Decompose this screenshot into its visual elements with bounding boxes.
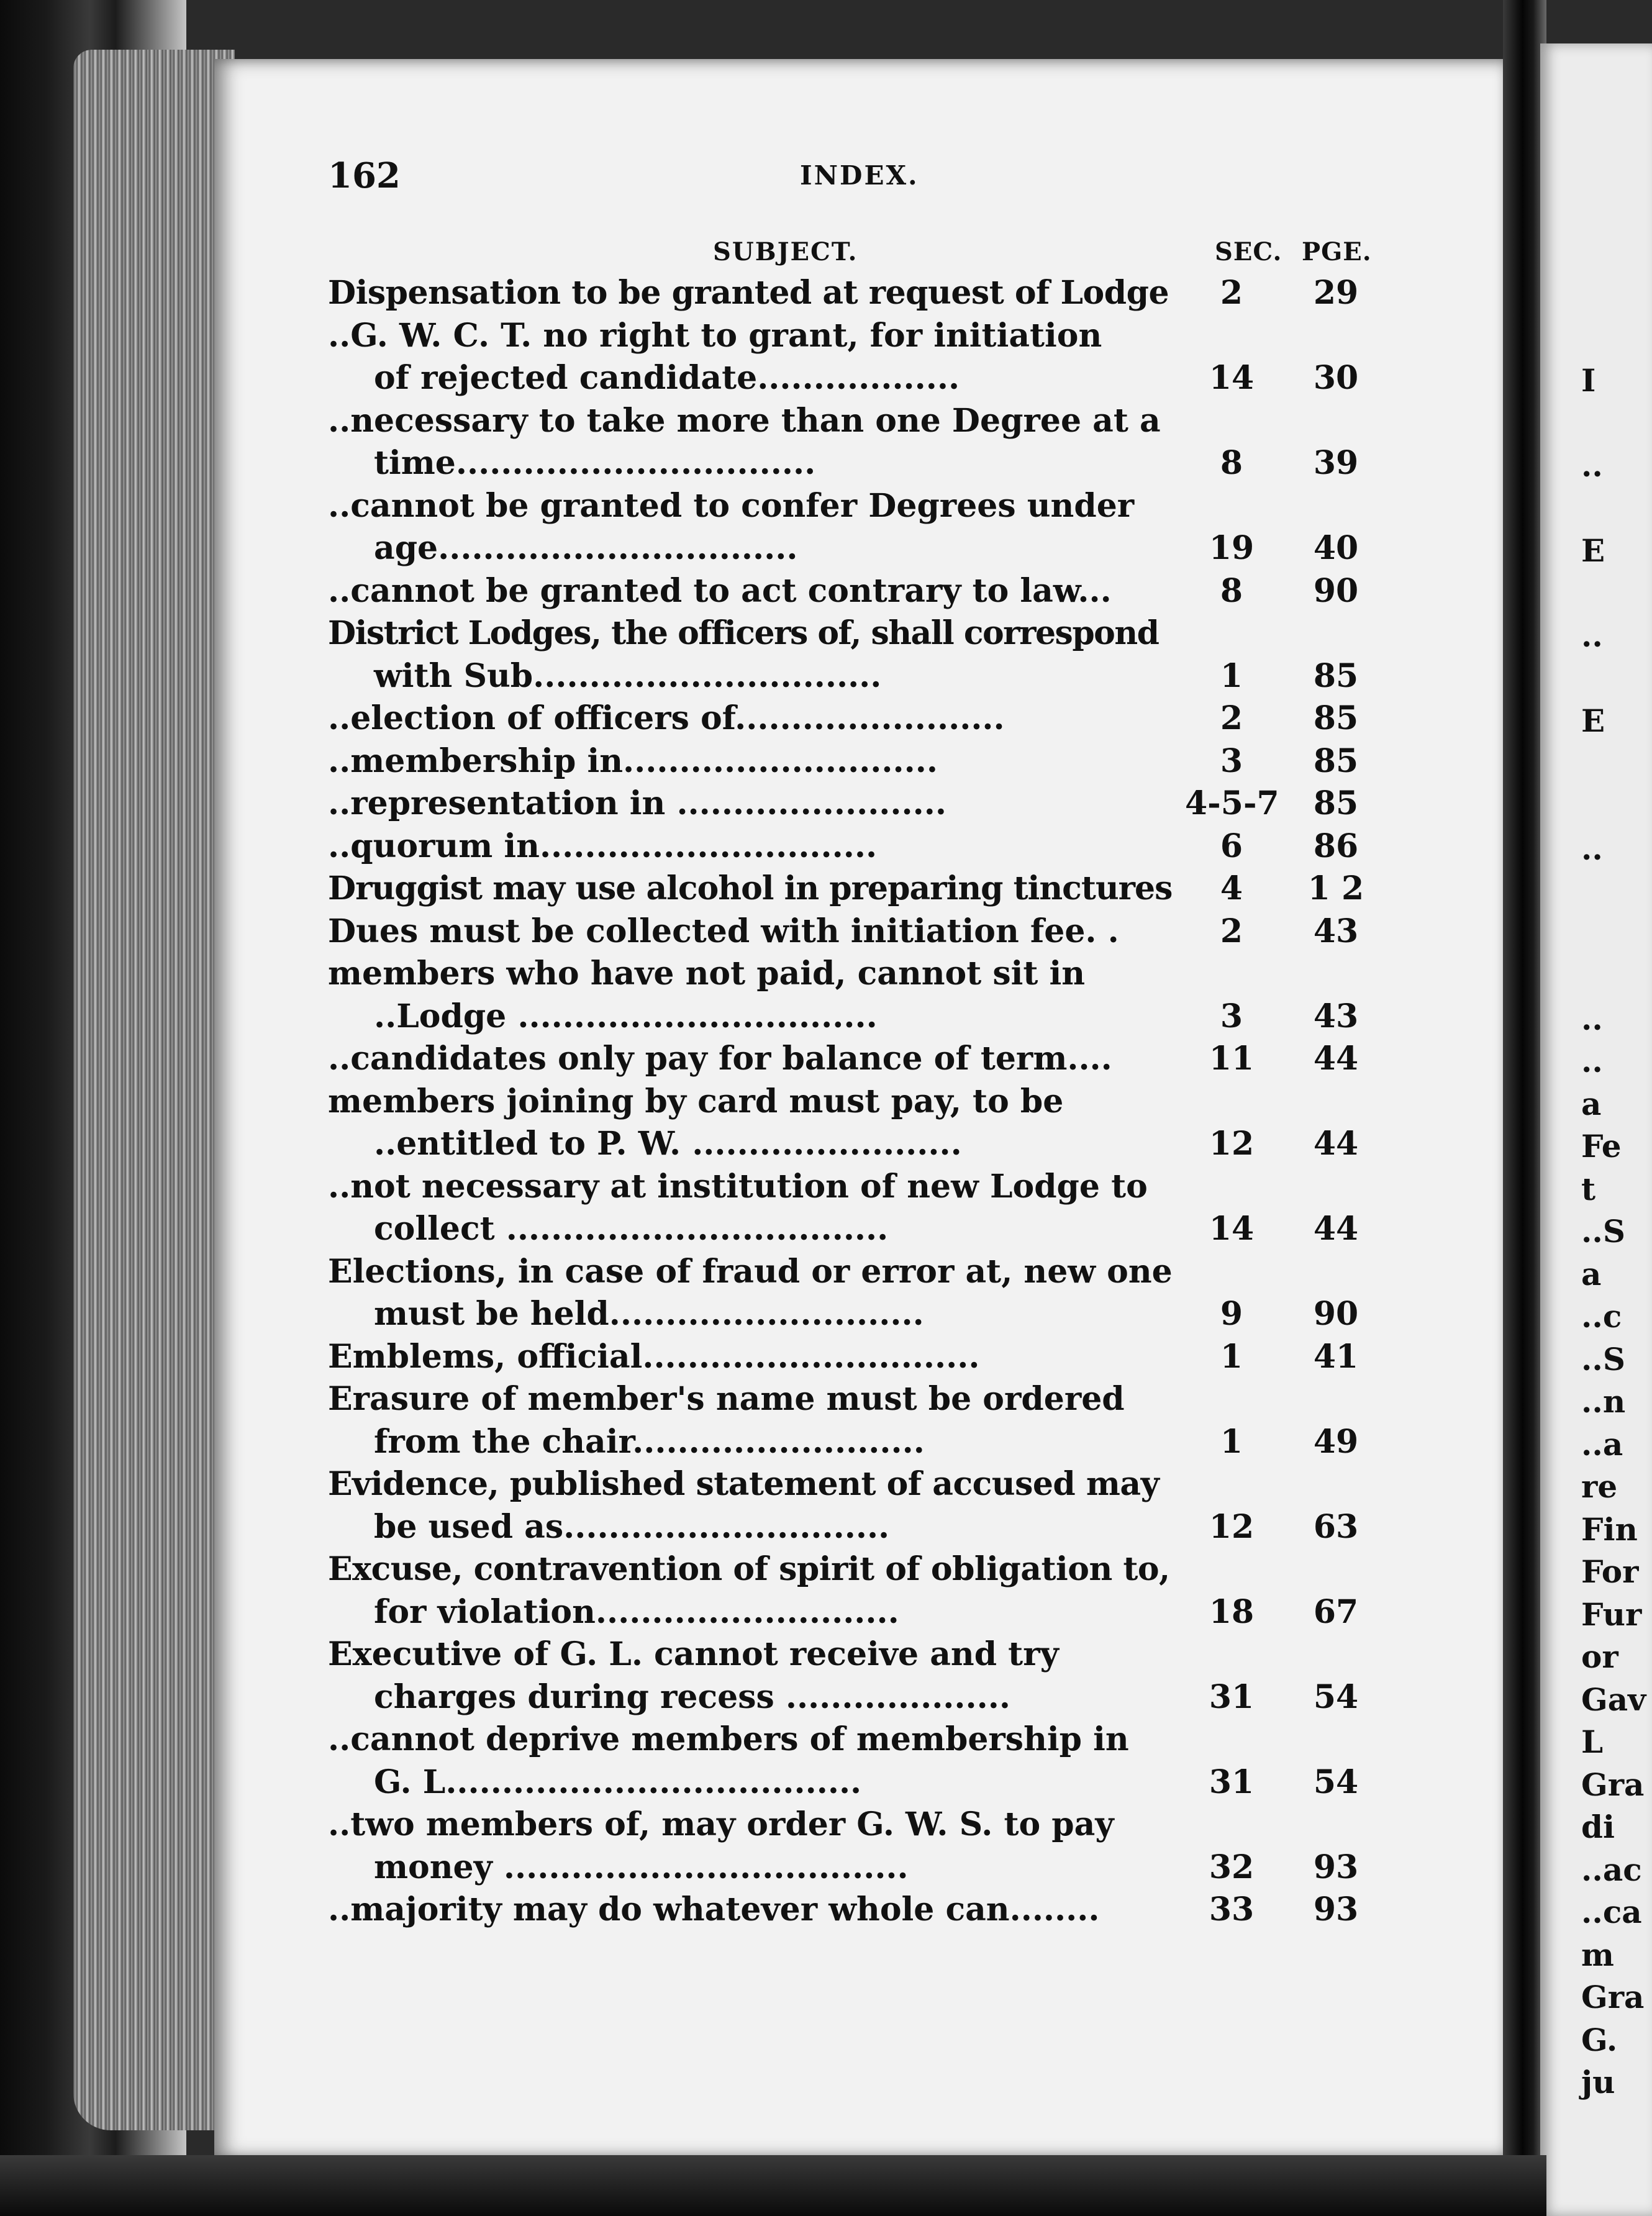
facing-page-fragment: .. bbox=[1581, 447, 1603, 484]
entry-line bbox=[328, 1378, 1386, 1421]
entry-page: 40 bbox=[1313, 529, 1359, 567]
entry-continuation-line bbox=[328, 1846, 1386, 1889]
facing-page-fragment: E bbox=[1581, 532, 1605, 569]
entry-continuation-line bbox=[328, 1591, 1386, 1634]
entry-text: Executive of G. L. cannot receive and try bbox=[328, 1635, 1059, 1673]
entry-page: 63 bbox=[1313, 1507, 1359, 1546]
entry-text: for violation........................... bbox=[374, 1592, 899, 1631]
entry-text: age................................ bbox=[374, 529, 798, 567]
index-entry bbox=[328, 400, 1386, 485]
entry-line bbox=[328, 1336, 1386, 1379]
entry-page: 86 bbox=[1313, 827, 1359, 865]
entry-line bbox=[328, 315, 1386, 358]
index-entry bbox=[328, 485, 1386, 570]
entry-text: ..cannot deprive members of membership in bbox=[328, 1720, 1129, 1758]
facing-page-fragment: .. bbox=[1581, 1043, 1603, 1079]
entry-section: 3 bbox=[1220, 742, 1243, 780]
entry-line bbox=[328, 1889, 1386, 1932]
index-entry bbox=[328, 1378, 1386, 1463]
entry-section: 2 bbox=[1220, 912, 1243, 950]
running-head bbox=[328, 155, 1386, 196]
index-entry bbox=[328, 1336, 1386, 1379]
facing-page-fragment: .. bbox=[1581, 830, 1603, 867]
entry-line bbox=[328, 1633, 1386, 1676]
entry-page: 85 bbox=[1313, 656, 1359, 695]
entry-line bbox=[328, 910, 1386, 953]
entry-text: ..entitled to P. W. ........................ bbox=[374, 1125, 962, 1163]
entry-line bbox=[328, 400, 1386, 443]
entry-section: 1 bbox=[1220, 1422, 1243, 1461]
entry-text: ..cannot be granted to confer Degrees under bbox=[328, 486, 1135, 525]
entry-line bbox=[328, 485, 1386, 528]
entry-text: of rejected candidate.................. bbox=[374, 359, 960, 397]
facing-page-fragment: ..n bbox=[1581, 1383, 1626, 1420]
index-entry bbox=[328, 1081, 1386, 1166]
entry-continuation-line bbox=[328, 1761, 1386, 1804]
index-entry bbox=[328, 740, 1386, 783]
entry-section: 12 bbox=[1209, 1507, 1255, 1546]
entry-continuation-line bbox=[328, 996, 1386, 1038]
entry-page: 44 bbox=[1313, 1125, 1359, 1163]
facing-page-fragment: Gra bbox=[1581, 1979, 1645, 2015]
entry-line bbox=[328, 825, 1386, 868]
entry-page: 44 bbox=[1313, 1210, 1359, 1248]
index-entry bbox=[328, 1548, 1386, 1633]
entry-line bbox=[328, 1548, 1386, 1591]
entry-text: ..Lodge ................................ bbox=[374, 997, 878, 1035]
entry-line bbox=[328, 272, 1386, 315]
entry-section: 8 bbox=[1220, 444, 1243, 482]
facing-page-fragment: ..S bbox=[1581, 1213, 1625, 1250]
facing-page-fragment: Fur bbox=[1581, 1596, 1642, 1633]
entry-text: ..cannot be granted to act contrary to law... bbox=[328, 571, 1112, 610]
entry-continuation-line bbox=[328, 1208, 1386, 1251]
entry-text: money .................................... bbox=[374, 1848, 909, 1886]
entry-text: Emblems, official.............................. bbox=[328, 1337, 980, 1376]
entry-line bbox=[328, 1804, 1386, 1846]
entry-text: ..membership in............................ bbox=[328, 742, 938, 780]
index-entry bbox=[328, 1633, 1386, 1719]
entry-line bbox=[328, 740, 1386, 783]
column-header-subject: SUBJECT. bbox=[713, 237, 858, 266]
entry-page: 43 bbox=[1313, 912, 1359, 950]
entry-continuation-line bbox=[328, 442, 1386, 485]
facing-page-fragment: ..S bbox=[1581, 1340, 1625, 1378]
entry-text: Erasure of member's name must be ordered bbox=[328, 1380, 1125, 1418]
entry-page: 67 bbox=[1313, 1592, 1359, 1631]
entry-section: 8 bbox=[1220, 571, 1243, 610]
entry-line bbox=[328, 1463, 1386, 1506]
running-title: INDEX. bbox=[800, 160, 919, 191]
facing-page-fragment: re bbox=[1581, 1468, 1618, 1505]
entry-text: from the chair.......................... bbox=[374, 1422, 925, 1461]
entry-continuation-line bbox=[328, 1421, 1386, 1464]
entry-text: District Lodges, the officers of, shall correspond bbox=[328, 614, 1159, 652]
entry-section: 32 bbox=[1209, 1848, 1255, 1886]
index-entry bbox=[328, 1038, 1386, 1081]
facing-page-fragment: G. bbox=[1581, 2021, 1618, 2058]
facing-page-fragment: Fin bbox=[1581, 1510, 1638, 1548]
entry-section: 12 bbox=[1209, 1125, 1255, 1163]
entry-page: 41 bbox=[1313, 1337, 1359, 1376]
entry-section: 6 bbox=[1220, 827, 1243, 865]
entry-text: ..necessary to take more than one Degree at a bbox=[328, 401, 1161, 440]
entry-line bbox=[328, 953, 1386, 996]
facing-page-fragment: Gav bbox=[1581, 1681, 1646, 1718]
facing-page-fragment: a bbox=[1581, 1255, 1602, 1292]
entry-text: ..majority may do whatever whole can........ bbox=[328, 1891, 1100, 1928]
entry-line bbox=[328, 697, 1386, 740]
entry-text: ..not necessary at institution of new Lodge to bbox=[328, 1167, 1148, 1206]
entry-page: 90 bbox=[1313, 571, 1359, 610]
index-entry bbox=[328, 783, 1386, 825]
entry-text: ..two members of, may order G. W. S. to pay bbox=[328, 1805, 1114, 1843]
index-entries bbox=[328, 272, 1386, 1932]
facing-page-fragment: ..c bbox=[1581, 1298, 1622, 1335]
index-entry bbox=[328, 315, 1386, 400]
facing-page-fragment: .. bbox=[1581, 617, 1603, 654]
entry-text: Elections, in case of fraud or error at, new one bbox=[328, 1252, 1173, 1291]
entry-section: 33 bbox=[1209, 1891, 1255, 1928]
entry-section: 2 bbox=[1220, 274, 1243, 312]
entry-text: charges during recess .................... bbox=[374, 1678, 1010, 1716]
index-entry bbox=[328, 612, 1386, 697]
index-entry bbox=[328, 272, 1386, 315]
entry-line bbox=[328, 612, 1386, 655]
entry-page: 54 bbox=[1313, 1678, 1359, 1716]
entry-text: Dues must be collected with initiation fee. . bbox=[328, 912, 1119, 950]
entry-text: be used as............................. bbox=[374, 1507, 890, 1546]
entry-text: with Sub............................... bbox=[374, 656, 882, 695]
entry-line bbox=[328, 868, 1386, 910]
index-entry bbox=[328, 1251, 1386, 1336]
facing-page-fragment: ..a bbox=[1581, 1425, 1623, 1463]
entry-page: 44 bbox=[1313, 1040, 1359, 1078]
entry-line bbox=[328, 1038, 1386, 1081]
entry-section: 4-5-7 bbox=[1185, 784, 1279, 822]
facing-page-fragment: m bbox=[1581, 1936, 1614, 1973]
entry-page: 85 bbox=[1313, 784, 1359, 822]
entry-page: 49 bbox=[1313, 1422, 1359, 1461]
column-header-sec: SEC. bbox=[1215, 237, 1282, 266]
facing-page-fragment: or bbox=[1581, 1638, 1618, 1675]
facing-page-fragment: I bbox=[1581, 362, 1596, 399]
facing-page-fragment: For bbox=[1581, 1553, 1639, 1590]
entry-section: 2 bbox=[1220, 699, 1243, 737]
entry-section: 1 bbox=[1220, 1337, 1243, 1376]
entry-section: 18 bbox=[1209, 1592, 1255, 1631]
entry-line bbox=[328, 1166, 1386, 1209]
entry-line bbox=[328, 783, 1386, 825]
facing-page-fragment: a bbox=[1581, 1085, 1602, 1122]
entry-text: ..G. W. C. T. no right to grant, for initiation bbox=[328, 316, 1102, 355]
facing-page-fragment: t bbox=[1581, 1170, 1596, 1207]
entry-text: members joining by card must pay, to be bbox=[328, 1082, 1064, 1120]
entry-text: Druggist may use alcohol in preparing tinctures bbox=[328, 870, 1173, 907]
facing-page-fragment: Fe bbox=[1581, 1128, 1622, 1165]
facing-page-fragment: Gra bbox=[1581, 1766, 1645, 1803]
entry-page: 54 bbox=[1313, 1763, 1359, 1801]
facing-page-fragment: di bbox=[1581, 1809, 1615, 1845]
entry-page: 29 bbox=[1313, 274, 1359, 312]
index-entry bbox=[328, 697, 1386, 740]
entry-text: ..representation in ........................ bbox=[328, 784, 946, 822]
entry-section: 14 bbox=[1209, 1210, 1255, 1248]
facing-page-fragment: ju bbox=[1581, 2064, 1615, 2100]
entry-text: ..candidates only pay for balance of term.... bbox=[328, 1040, 1112, 1078]
entry-section: 4 bbox=[1220, 870, 1243, 907]
entry-text: G. L..................................... bbox=[374, 1763, 862, 1801]
column-header-pge: PGE. bbox=[1302, 237, 1372, 266]
entry-section: 11 bbox=[1209, 1040, 1255, 1078]
entry-text: Dispensation to be granted at request of Lodge bbox=[328, 274, 1169, 312]
facing-page-fragment: E bbox=[1581, 702, 1605, 739]
entry-line bbox=[328, 1081, 1386, 1124]
entry-continuation-line bbox=[328, 527, 1386, 570]
facing-page-fragment: L bbox=[1581, 1723, 1604, 1760]
entry-section: 3 bbox=[1220, 997, 1243, 1035]
index-entry bbox=[328, 953, 1386, 1038]
index-entry bbox=[328, 1166, 1386, 1251]
entry-text: Evidence, published statement of accused may bbox=[328, 1465, 1160, 1503]
entry-page: 93 bbox=[1313, 1891, 1359, 1928]
entry-page: 30 bbox=[1313, 359, 1359, 397]
page-number: 162 bbox=[328, 155, 401, 196]
entry-continuation-line bbox=[328, 1676, 1386, 1719]
entry-section: 31 bbox=[1209, 1763, 1255, 1801]
bottom-shadow bbox=[0, 2155, 1546, 2216]
entry-text: Excuse, contravention of spirit of obligation to, bbox=[328, 1550, 1170, 1588]
entry-page: 1 2 bbox=[1307, 870, 1364, 907]
entry-page: 85 bbox=[1313, 742, 1359, 780]
entry-section: 31 bbox=[1209, 1678, 1255, 1716]
entry-line bbox=[328, 570, 1386, 613]
entry-text: ..quorum in.............................. bbox=[328, 827, 878, 865]
facing-page-fragment: .. bbox=[1581, 1000, 1603, 1037]
index-entry bbox=[328, 1804, 1386, 1889]
entry-text: collect .................................. bbox=[374, 1210, 889, 1248]
entry-line bbox=[328, 1251, 1386, 1294]
index-entry bbox=[328, 910, 1386, 953]
entry-text: ..election of officers of........................ bbox=[328, 699, 1005, 737]
entry-page: 85 bbox=[1313, 699, 1359, 737]
entry-continuation-line bbox=[328, 1506, 1386, 1549]
entry-text: members who have not paid, cannot sit in bbox=[328, 955, 1086, 992]
entry-page: 93 bbox=[1313, 1848, 1359, 1886]
entry-continuation-line bbox=[328, 1123, 1386, 1166]
entry-section: 14 bbox=[1209, 359, 1255, 397]
entry-section: 19 bbox=[1209, 529, 1255, 567]
entry-page: 90 bbox=[1313, 1295, 1359, 1333]
entry-page: 39 bbox=[1313, 444, 1359, 482]
page-edges bbox=[73, 50, 235, 2130]
entry-section: 1 bbox=[1220, 656, 1243, 695]
entry-page: 43 bbox=[1313, 997, 1359, 1035]
facing-page-fragment: ..ca bbox=[1581, 1894, 1642, 1930]
index-entry bbox=[328, 1463, 1386, 1548]
column-headers bbox=[328, 237, 1386, 268]
index-entry bbox=[328, 868, 1386, 910]
index-entry bbox=[328, 1719, 1386, 1804]
entry-text: must be held............................ bbox=[374, 1295, 924, 1333]
entry-section: 9 bbox=[1220, 1295, 1243, 1333]
entry-continuation-line bbox=[328, 1293, 1386, 1336]
entry-continuation-line bbox=[328, 655, 1386, 698]
facing-page-fragment: ..ac bbox=[1581, 1851, 1642, 1888]
entry-line bbox=[328, 1719, 1386, 1761]
index-entry bbox=[328, 825, 1386, 868]
entry-text: time................................ bbox=[374, 444, 816, 482]
entry-continuation-line bbox=[328, 357, 1386, 400]
index-entry bbox=[328, 570, 1386, 613]
index-entry bbox=[328, 1889, 1386, 1932]
